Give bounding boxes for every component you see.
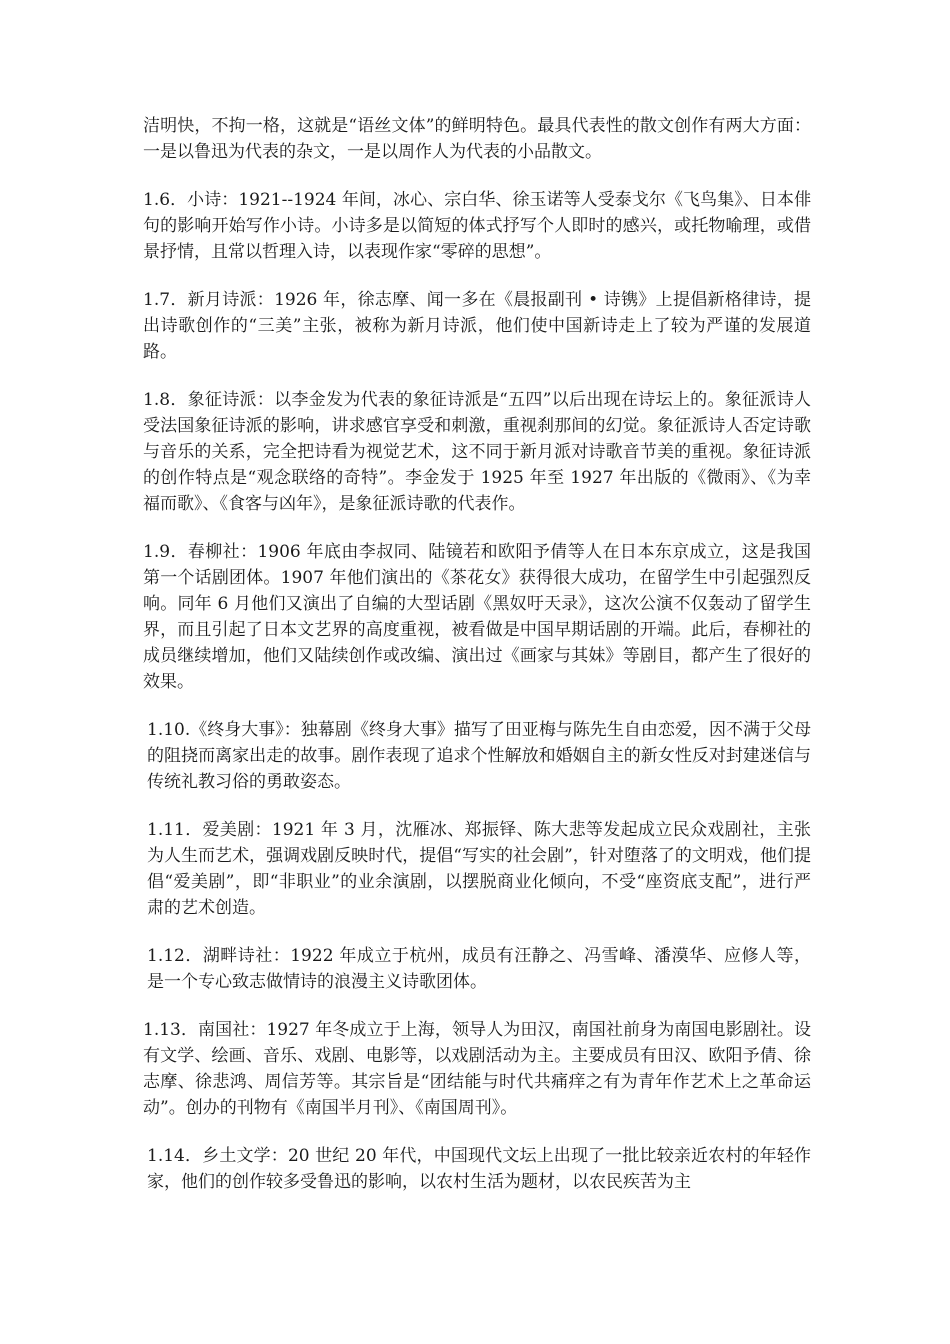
paragraph-chunliu-she: 1.9．春柳社：1906 年底由李叔同、陆镜若和欧阳予倩等人在日本东京成立，这是我国第一个话剧团体。1907 年他们演出的《茶花女》获得很大成功，在留学生中引起强烈反响。同年 6 月他们又演出了自编的大型话剧《黑奴吁天录》，这次公演不仅轰动了留学生界，而且引起了日本文艺界的高度重视，被看做是中国早期话剧的开端。此后，春柳社的成员继续增加，他们又陆续创作或改编、演出过《画家与其妹》等剧目，都产生了很好的效果。 [143,542,811,692]
paragraph-xinyue-shipai: 1.7．新月诗派：1926 年，徐志摩、闻一多在《晨报副刊 • 诗镌》上提倡新格律诗，提出诗歌创作的“三美”主张，被称为新月诗派，他们使中国新诗走上了较为严谨的发展道路。 [143,290,811,362]
paragraph-hupan-shishe: 1.12．湖畔诗社：1922 年成立于杭州，成员有汪静之、冯雪峰、潘漠华、应修人等，是一个专心致志做情诗的浪漫主义诗歌团体。 [147,946,811,992]
paragraph-nanguo-she: 1.13．南国社：1927 年冬成立于上海，领导人为田汉，南国社前身为南国电影剧社。设有文学、绘画、音乐、戏剧、电影等，以戏剧活动为主。主要成员有田汉、欧阳予倩、徐志摩、徐悲鸿、周信芳等。其宗旨是“团结能与时代共痛痒之有为青年作艺术上之革命运动”。创办的刊物有《南国半月刊》、《南国周刊》。 [143,1020,811,1118]
paragraph-xiaoshi: 1.6．小诗：1921--1924 年间，冰心、宗白华、徐玉诺等人受泰戈尔《飞鸟集》、日本俳句的影响开始写作小诗。小诗多是以简短的体式抒写个人即时的感兴，或托物喻理，或借景抒情，且常以哲理入诗，以表现作家“零碎的思想”。 [143,190,811,262]
paragraph-xiangtu-wenxue: 1.14．乡土文学：20 世纪 20 年代，中国现代文坛上出现了一批比较亲近农村的年轻作家，他们的创作较多受鲁迅的影响，以农村生活为题材，以农民疾苦为主 [147,1146,811,1192]
paragraph-aimei-ju: 1.11．爱美剧：1921 年 3 月，沈雁冰、郑振铎、陈大悲等发起成立民众戏剧社，主张为人生而艺术，强调戏剧反映时代，提倡“写实的社会剧”，针对堕落了的文明戏，他们提倡“爱美剧”，即“非职业”的业余演剧，以摆脱商业化倾向，不受“座资底支配”，进行严肃的艺术创造。 [147,820,811,918]
document-body [143,113,811,1217]
paragraph-xiangzheng-shipai: 1.8．象征诗派：以李金发为代表的象征诗派是“五四”以后出现在诗坛上的。象征派诗人受法国象征诗派的影响，讲求感官享受和刺激，重视刹那间的幻觉。象征派诗人否定诗歌与音乐的关系，完全把诗看为视觉艺术，这不同于新月派对诗歌音节美的重视。象征诗派的创作特点是“观念联络的奇特”。李金发于 1925 年至 1927 年出版的《微雨》、《为幸福而歌》、《食客与凶年》，是象征派诗歌的代表作。 [143,390,811,514]
paragraph-continuation: 洁明快，不拘一格，这就是“语丝文体”的鲜明特色。最具代表性的散文创作有两大方面：一是以鲁迅为代表的杂文，一是以周作人为代表的小品散文。 [143,116,811,162]
paragraph-zhongshen-dashi: 1.10.《终身大事》：独幕剧《终身大事》描写了田亚梅与陈先生自由恋爱，因不满于父母的阻挠而离家出走的故事。剧作表现了追求个性解放和婚姻自主的新女性反对封建迷信与传统礼教习俗的勇敢姿态。 [147,720,811,792]
